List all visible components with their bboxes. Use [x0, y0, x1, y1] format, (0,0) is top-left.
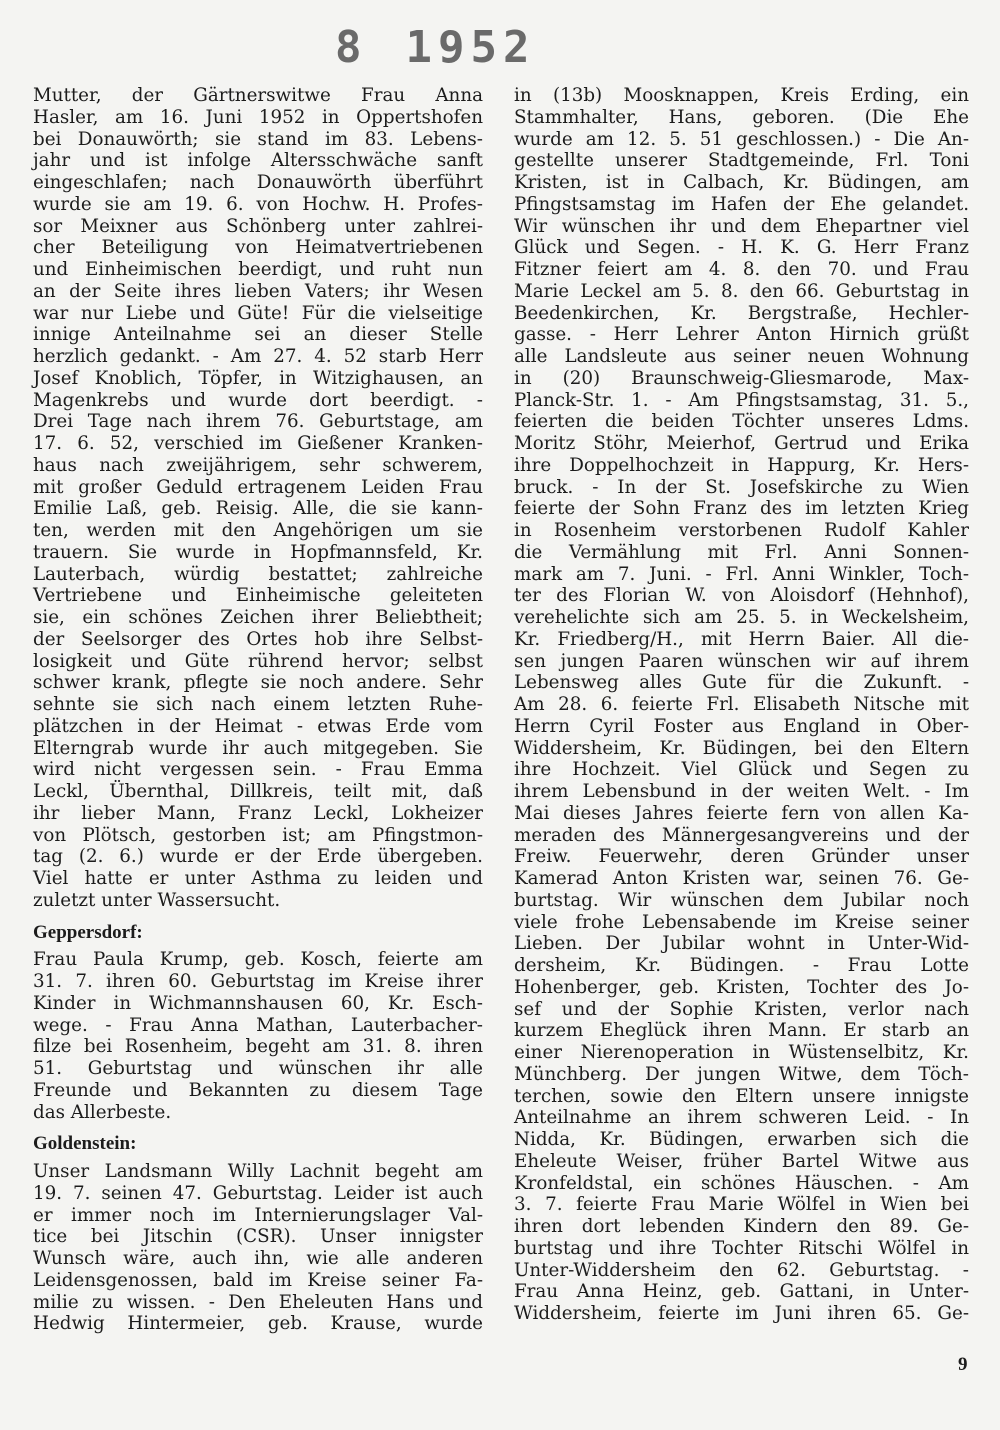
text-line: Kamerad Anton Kristen war, seinen 76. Ge- [514, 868, 969, 889]
text-line: Frau Anna Heinz, geb. Gattani, in Unter- [514, 1281, 969, 1303]
text-line: 31. 7. ihren 60. Geburtstag im Kreise ihrer [33, 971, 483, 992]
text-line: Mai dieses Jahres feierte fern von allen Ka- [514, 802, 969, 824]
text-line: tice bei Jitschin (CSR). Unser innigster [33, 1226, 483, 1248]
text-line: Hedwig Hintermeier, geb. Krause, wurde [33, 1313, 483, 1335]
text-line: schwer krank, pflegte sie noch andere. Sehr [33, 672, 483, 694]
text-line: losigkeit und Güte rührend hervor; selbst [33, 650, 483, 672]
text-line: Anteilnahme an ihrem schweren Leid. - In [514, 1107, 969, 1129]
text-line: und Einheimischen beerdigt, und ruht nun [33, 259, 483, 280]
text-line: Beedenkirchen, Kr. Bergstraße, Hechler- [514, 302, 969, 324]
text-line: der Seelsorger des Ortes hob ihre Selbst- [33, 628, 483, 650]
issue-year: 1952 [405, 22, 536, 73]
text-line: Münchberg. Der jungen Witwe, dem Töch- [514, 1063, 969, 1085]
text-line: bei Donauwörth; sie stand im 83. Lebens- [33, 128, 483, 150]
text-line: milie zu wissen. - Den Eheleuten Hans und [33, 1291, 483, 1313]
text-line: wird nicht vergessen sein. - Frau Emma [33, 759, 483, 781]
text-line: mit großer Geduld ertragenem Leiden Frau [33, 476, 483, 498]
text-line: Elterngrab wurde ihr auch mitgegeben. Sie [33, 737, 483, 759]
text-line: Freunde und Bekannten zu diesem Tage [33, 1079, 483, 1101]
text-line: Widdersheim, Kr. Büdingen, bei den Eltern [514, 737, 969, 759]
text-line: Vertriebene und Einheimische geleiteten [33, 585, 483, 607]
text-line: feierte der Sohn Franz des im letzten Krieg [514, 498, 969, 520]
text-line: Fitzner feiert am 4. 8. den 70. und Frau [514, 259, 969, 280]
text-line: Eheleute Weiser, früher Bartel Witwe aus [514, 1150, 969, 1172]
text-line: Marie Leckel am 5. 8. den 66. Geburtstag in [514, 280, 969, 302]
text-line: sen jungen Paaren wünschen wir auf ihrem [514, 650, 969, 672]
text-line: Herrn Cyril Foster aus England in Ober- [514, 715, 969, 737]
text-line: terchen, sowie den Eltern unsere innigste [514, 1085, 969, 1107]
text-line: in Rosenheim verstorbenen Rudolf Kahler [514, 520, 969, 541]
text-line: Viel hatte er unter Asthma zu leiden und [33, 868, 483, 889]
text-line: feierten die beiden Töchter unseres Ldms. [514, 411, 969, 433]
text-line: sor Meixner aus Schönberg unter zahlrei- [33, 215, 483, 237]
text-line: Wunsch wäre, auch ihn, wie alle anderen [33, 1248, 483, 1269]
text-line: Mutter, der Gärtnerswitwe Frau Anna [33, 85, 483, 106]
text-line: sehnte sie sich nach einem letzten Ruhe- [33, 694, 483, 715]
text-line: in (13b) Moosknappen, Kreis Erding, ein [514, 85, 969, 106]
text-line: Nidda, Kr. Büdingen, erwarben sich die [514, 1129, 969, 1150]
text-line: das Allerbeste. [33, 1101, 172, 1123]
text-line: ter des Florian W. von Aloisdorf (Hehnhof), [514, 585, 969, 607]
text-line: Lieben. Der Jubilar wohnt in Unter-Wid- [514, 933, 969, 955]
text-line: plätzchen in der Heimat - etwas Erde vom [33, 715, 483, 737]
text-line: wurde am 12. 5. 51 geschlossen.) - Die An- [514, 128, 969, 150]
text-line: Freiw. Feuerwehr, deren Gründer unser [514, 846, 969, 868]
section-heading: Geppersdorf: [33, 921, 143, 943]
text-line: viele frohe Lebensabende im Kreise seiner [514, 911, 969, 933]
text-line: wege. - Frau Anna Mathan, Lauterbacher- [33, 1014, 483, 1036]
text-line: Frau Paula Krump, geb. Kosch, feierte am [33, 949, 483, 971]
text-line: ten, werden mit den Angehörigen um sie [33, 520, 483, 541]
text-line: Emilie Laß, geb. Reisig. Alle, die sie kann- [33, 498, 483, 520]
text-line: Hohenberger, geb. Kristen, Tochter des Jo- [514, 976, 969, 998]
text-line: Am 28. 6. feierte Frl. Elisabeth Nitsche mit [514, 694, 969, 715]
text-line: Kronfeldstal, ein schönes Häuschen. - Am [514, 1172, 969, 1194]
text-line: Kr. Friedberg/H., mit Herrn Baier. All die- [514, 628, 969, 650]
text-line: war nur Liebe und Güte! Für die vielseitige [33, 302, 483, 324]
text-line: bruck. - In der St. Josefskirche zu Wien [514, 476, 969, 498]
text-line: von Plötsch, gestorben ist; am Pfingstmon- [33, 824, 483, 846]
text-line: eingeschlafen; nach Donauwörth überführt [33, 172, 483, 193]
text-line: burtstag. Wir wünschen dem Jubilar noch [514, 889, 969, 911]
text-line: Kinder in Wichmannshausen 60, Kr. Esch- [33, 992, 483, 1014]
text-line: cher Beteiligung von Heimatvertriebenen [33, 237, 483, 259]
section-heading: Goldenstein: [33, 1133, 137, 1155]
text-line: alle Landsleute aus seiner neuen Wohnung [514, 346, 969, 367]
text-line: Stammhalter, Hans, geboren. (Die Ehe [514, 106, 969, 128]
text-line: an der Seite ihres lieben Vaters; ihr Wesen [33, 280, 483, 302]
text-line: Unter-Widdersheim den 62. Geburtstag. - [514, 1259, 969, 1281]
text-line: filze bei Rosenheim, begeht am 31. 8. ihren [33, 1036, 483, 1058]
text-line: Pfingstsamstag im Hafen der Ehe gelandet. [514, 193, 969, 215]
text-line: 51. Geburtstag und wünschen ihr alle [33, 1058, 483, 1079]
text-line: gasse. - Herr Lehrer Anton Hirnich grüßt [514, 324, 969, 346]
text-line: meraden des Männergesangvereins und der [514, 824, 969, 846]
text-line: wurde sie am 19. 6. von Hochw. H. Profes- [33, 193, 483, 215]
text-line: die Vermählung mit Frl. Anni Sonnen- [514, 541, 969, 563]
text-line: gestellte unserer Stadtgemeinde, Frl. Toni [514, 150, 969, 172]
text-line: burtstag und ihre Tochter Ritschi Wölfel in [514, 1237, 969, 1259]
text-line: ihr lieber Mann, Franz Leckl, Lokheizer [33, 802, 483, 824]
text-line: sef und der Sophie Kristen, verlor nach [514, 998, 969, 1020]
text-line: haus nach zweijährigem, sehr schwerem, [33, 454, 483, 476]
text-line: Drei Tage nach ihrem 76. Geburtstage, am [33, 411, 483, 433]
text-line: 17. 6. 52, verschied im Gießener Kranken- [33, 433, 483, 454]
text-line: in (20) Braunschweig-Gliesmarode, Max- [514, 367, 969, 389]
text-line: Unser Landsmann Willy Lachnit begeht am [33, 1161, 483, 1182]
text-line: Leidensgenossen, bald im Kreise seiner Fa- [33, 1269, 483, 1291]
text-line: ihrem Lebensbund in der weiten Welt. - Im [514, 781, 969, 802]
text-line: mark am 7. Juni. - Frl. Anni Winkler, Toch- [514, 563, 969, 585]
text-line: sie, ein schönes Zeichen ihrer Beliebtheit; [33, 607, 483, 628]
text-line: Hasler, am 16. Juni 1952 in Oppertshofen [33, 106, 483, 128]
text-line: Moritz Stöhr, Meierhof, Gertrud und Erika [514, 433, 969, 454]
text-line: kurzem Eheglück ihren Mann. Er starb an [514, 1020, 969, 1042]
text-line: dersheim, Kr. Büdingen. - Frau Lotte [514, 955, 969, 976]
issue-date-stamp [335, 22, 573, 73]
page-number: 9 [958, 1354, 968, 1375]
text-line: trauern. Sie wurde in Hopfmannsfeld, Kr. [33, 541, 483, 563]
text-line: Kristen, ist in Calbach, Kr. Büdingen, am [514, 172, 969, 193]
text-line: Planck-Str. 1. - Am Pfingstsamstag, 31. 5., [514, 389, 969, 411]
text-line: er immer noch im Internierungslager Val- [33, 1204, 483, 1226]
text-line: Glück und Segen. - H. K. G. Herr Franz [514, 237, 969, 259]
text-line: Leckl, Übernthal, Dillkreis, teilt mit, daß [33, 781, 483, 802]
text-line: Josef Knoblich, Töpfer, in Witzighausen, an [33, 367, 483, 389]
issue-number: 8 [335, 22, 368, 73]
text-line: ihren dort lebenden Kindern den 89. Ge- [514, 1216, 969, 1237]
text-line: verehelichte sich am 25. 5. in Weckelsheim, [514, 607, 969, 628]
text-line: Magenkrebs und wurde dort beerdigt. - [33, 389, 483, 411]
text-line: ihre Doppelhochzeit in Happurg, Kr. Hers- [514, 454, 969, 476]
text-line: ihre Hochzeit. Viel Glück und Segen zu [514, 759, 969, 781]
text-line: Widdersheim, feierte im Juni ihren 65. Ge- [514, 1303, 969, 1324]
text-line: einer Nierenoperation in Wüstenselbitz, Kr. [514, 1042, 969, 1063]
text-line: 3. 7. feierte Frau Marie Wölfel in Wien bei [514, 1194, 969, 1216]
text-line: Wir wünschen ihr und dem Ehepartner viel [514, 215, 969, 237]
text-line: Lebensweg alles Gute für die Zukunft. - [514, 672, 969, 694]
text-line: zuletzt unter Wassersucht. [33, 889, 281, 911]
text-line: jahr und ist infolge Altersschwäche sanft [33, 150, 483, 172]
text-line: Lauterbach, würdig bestattet; zahlreiche [33, 563, 483, 585]
text-line: tag (2. 6.) wurde er der Erde übergeben. [33, 846, 483, 868]
text-line: innige Anteilnahme sei an dieser Stelle [33, 324, 483, 346]
text-line: 19. 7. seinen 47. Geburtstag. Leider ist auch [33, 1182, 483, 1204]
text-line: herzlich gedankt. - Am 27. 4. 52 starb Herr [33, 346, 483, 367]
